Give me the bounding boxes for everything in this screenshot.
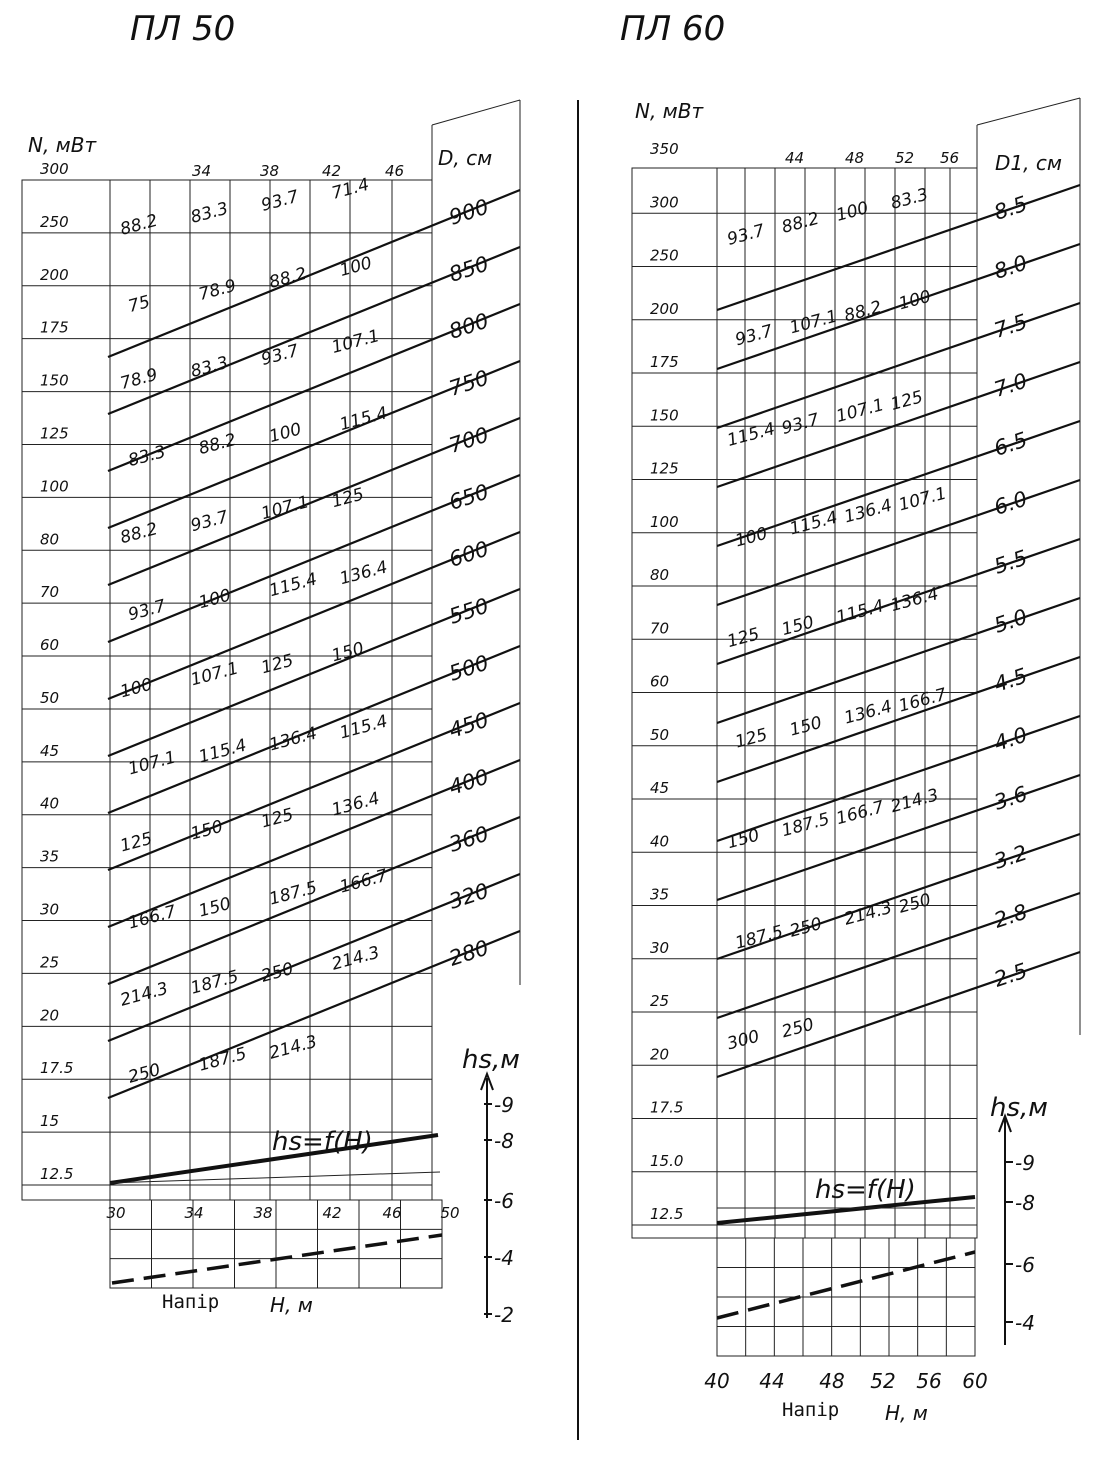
y-tick-label: 60	[40, 636, 60, 655]
y-tick-label: 25	[650, 992, 670, 1010]
efficiency-cell-value: 107.1	[834, 395, 887, 427]
diameter-label: 5.0	[991, 604, 1031, 638]
efficiency-cell-value: 71.4	[329, 174, 372, 204]
chart-title: ПЛ 60	[620, 9, 726, 49]
hs-axis-label: hs,м	[462, 1045, 520, 1075]
diameter-labels	[991, 192, 1030, 992]
efficiency-cell-value: 187.5	[196, 1043, 249, 1076]
x-top-tick-label: 34	[192, 162, 212, 180]
diameter-frame-top	[432, 100, 520, 125]
diameter-label: 6.0	[991, 486, 1031, 520]
efficiency-cell-value: 150	[725, 825, 762, 854]
diameter-label: 3.2	[991, 840, 1031, 874]
efficiency-cell-value: 250	[896, 890, 934, 918]
chart-pl60	[620, 9, 1080, 1425]
y-tick-label: 175	[650, 353, 679, 371]
y-tick-label: 70	[40, 583, 60, 602]
hs-tick-label: -9	[1015, 1151, 1035, 1175]
efficiency-cell-value: 100	[733, 523, 770, 552]
x-bottom-tick-label: 50	[440, 1204, 460, 1222]
x-top-tick-label: 56	[940, 149, 960, 167]
y-tick-label: 60	[650, 672, 670, 691]
y-tick-label: 125	[40, 424, 69, 443]
x-top-tick-labels	[785, 149, 959, 167]
y-tick-label: 25	[40, 953, 60, 972]
efficiency-cell-value: 214.3	[842, 897, 895, 930]
efficiency-cell-value: 150	[787, 712, 825, 741]
x-top-tick-label: 42	[322, 162, 342, 180]
diameter-label: 600	[446, 536, 492, 572]
diameter-label: 5.5	[991, 545, 1031, 579]
efficiency-cell-value: 78.9	[196, 275, 239, 305]
head-subgrid-lines	[717, 1238, 975, 1356]
diameter-frame-top	[977, 98, 1080, 125]
y-tick-label: 35	[650, 885, 670, 904]
y-tick-label: 200	[40, 265, 69, 284]
efficiency-cell-value: 107.1	[188, 658, 241, 691]
efficiency-cell-value: 93.7	[733, 321, 775, 351]
diameter-label: 360	[446, 821, 492, 857]
efficiency-cell-value: 100	[896, 286, 934, 315]
head-caption: Напір	[162, 1291, 220, 1313]
efficiency-cell-value: 88.2	[267, 263, 309, 293]
hs-axis-ticks	[484, 1093, 514, 1327]
diameter-label: 7.5	[991, 309, 1031, 343]
y-tick-label: 17.5	[40, 1059, 74, 1078]
efficiency-cell-value: 115.4	[337, 711, 390, 744]
efficiency-cell-value: 166.7	[337, 865, 390, 898]
diameter-label: 900	[446, 194, 492, 230]
efficiency-cell-value: 93.7	[126, 596, 168, 626]
diameter-labels	[446, 195, 492, 971]
diameter-label: 7.0	[991, 368, 1031, 402]
x-top-tick-label: 48	[845, 149, 865, 167]
diameter-axis-label: D, cм	[438, 146, 493, 170]
hs-tick-label: -9	[494, 1093, 514, 1117]
diameter-label: 400	[446, 764, 492, 800]
efficiency-cell-value: 214.3	[329, 942, 382, 975]
efficiency-cell-value: 300	[725, 1026, 762, 1055]
y-tick-label: 150	[40, 371, 69, 390]
diameter-label: 8.0	[991, 250, 1031, 284]
diameter-label: 450	[446, 707, 492, 743]
y-tick-label: 30	[40, 900, 60, 919]
x-bottom-tick-label: 40	[704, 1369, 730, 1393]
head-caption: Напір	[782, 1399, 840, 1421]
efficiency-cell-value: 150	[329, 638, 367, 667]
efficiency-cell-value: 115.4	[787, 507, 840, 540]
efficiency-cell-value: 166.7	[834, 797, 887, 830]
hs-axis-ticks	[1005, 1151, 1035, 1335]
hs-curve-label: hs=f(H)	[272, 1127, 373, 1157]
efficiency-cell-values	[118, 175, 390, 1088]
efficiency-cell-value: 214.3	[267, 1031, 320, 1064]
efficiency-cell-value: 125	[259, 804, 296, 833]
efficiency-cell-value: 83.3	[188, 352, 231, 382]
efficiency-cell-value: 107.1	[259, 492, 312, 525]
y-tick-label: 250	[40, 212, 69, 231]
y-tick-label: 350	[650, 140, 679, 158]
efficiency-cell-value: 115.4	[725, 419, 778, 451]
y-tick-label: 300	[650, 193, 679, 212]
hs-axis-label: hs,м	[990, 1093, 1048, 1123]
y-tick-labels	[650, 140, 683, 1223]
efficiency-cell-value: 83.3	[888, 184, 931, 214]
x-bottom-tick-label: 30	[106, 1204, 126, 1222]
y-tick-label: 15	[40, 1112, 60, 1131]
hs-tick-label: -4	[1015, 1311, 1035, 1335]
diameter-label: 650	[446, 479, 492, 515]
hs-tick-label: -2	[494, 1303, 514, 1327]
x-bottom-tick-label: 42	[322, 1204, 342, 1222]
chart-pl50	[22, 9, 520, 1327]
efficiency-cell-value: 93.7	[259, 340, 301, 370]
efficiency-cell-value: 125	[118, 828, 155, 857]
y-tick-label: 125	[650, 459, 679, 478]
efficiency-cell-value: 150	[188, 816, 226, 845]
efficiency-cell-value: 125	[259, 650, 296, 679]
efficiency-cell-value: 166.7	[896, 684, 949, 717]
diameter-label: 8.5	[991, 191, 1031, 225]
x-axis-label: H, м	[885, 1401, 928, 1425]
x-bottom-tick-label: 34	[184, 1204, 204, 1222]
efficiency-cell-value: 187.5	[733, 921, 786, 954]
y-tick-label: 300	[40, 160, 69, 178]
efficiency-cell-value: 136.4	[267, 723, 320, 756]
diameter-label: 550	[446, 593, 492, 629]
y-tick-label: 12.5	[40, 1165, 74, 1183]
efficiency-cell-value: 100	[834, 198, 871, 226]
efficiency-cell-value: 187.5	[779, 809, 832, 842]
y-tick-label: 200	[650, 299, 679, 318]
diameter-label: 800	[446, 308, 492, 344]
diameter-label: 750	[446, 365, 492, 401]
hs-dashed-curve	[717, 1252, 975, 1318]
efficiency-cell-value: 136.4	[842, 495, 895, 528]
y-tick-label: 175	[40, 318, 69, 337]
x-bottom-tick-label: 52	[870, 1369, 896, 1393]
y-tick-label: 40	[40, 794, 60, 813]
x-top-tick-label: 52	[895, 149, 915, 167]
efficiency-cell-value: 250	[779, 1014, 817, 1043]
efficiency-cell-value: 125	[329, 484, 367, 513]
y-tick-label: 35	[40, 847, 60, 866]
efficiency-cell-value: 93.7	[259, 186, 301, 216]
efficiency-cell-value: 88.2	[842, 297, 884, 327]
y-tick-label: 17.5	[650, 1098, 684, 1117]
hs-tick-label: -4	[494, 1246, 514, 1270]
diameter-label: 3.6	[991, 781, 1031, 815]
efficiency-cell-value: 88.2	[118, 210, 160, 240]
y-tick-label: 80	[40, 530, 60, 549]
y-axis-label: N, мВт	[635, 99, 704, 123]
efficiency-cell-value: 88.2	[118, 519, 160, 549]
efficiency-cell-value: 125	[725, 624, 762, 653]
efficiency-cell-value: 100	[118, 674, 155, 703]
hs-tick-label: -8	[1015, 1191, 1035, 1215]
efficiency-cell-value: 83.3	[126, 441, 168, 472]
y-tick-label: 100	[40, 477, 69, 496]
diameter-axis-label: D1, cм	[995, 151, 1062, 175]
diameter-label: 6.5	[991, 427, 1031, 461]
efficiency-cell-value: 214.3	[118, 978, 171, 1011]
diameter-label: 850	[446, 251, 492, 287]
y-tick-labels	[40, 160, 73, 1183]
efficiency-cell-value: 115.4	[337, 403, 390, 436]
y-tick-label: 150	[650, 406, 679, 425]
efficiency-cell-value: 107.1	[126, 747, 179, 780]
chart-title: ПЛ 50	[130, 9, 236, 49]
x-bottom-tick-label: 38	[253, 1204, 273, 1222]
x-top-tick-label: 38	[260, 162, 280, 180]
diameter-label: 2.5	[991, 958, 1031, 992]
efficiency-cell-value: 214.3	[888, 785, 941, 818]
efficiency-cell-value: 115.4	[267, 569, 320, 602]
efficiency-cell-value: 115.4	[834, 596, 887, 629]
diameter-label: 500	[446, 650, 492, 686]
efficiency-cell-value: 166.7	[126, 901, 179, 934]
y-tick-label: 50	[650, 725, 670, 744]
efficiency-cell-value: 100	[196, 585, 234, 614]
efficiency-cell-value: 187.5	[267, 877, 320, 910]
x-bottom-tick-labels	[106, 1204, 459, 1222]
x-top-tick-labels	[192, 162, 404, 180]
x-axis-label: H, м	[270, 1293, 313, 1317]
efficiency-cell-value: 136.4	[842, 696, 895, 729]
efficiency-cell-value: 136.4	[329, 788, 382, 821]
x-top-tick-label: 44	[785, 149, 805, 167]
diameter-label: 320	[446, 878, 492, 914]
efficiency-cell-value: 250	[126, 1060, 163, 1088]
y-tick-label: 50	[40, 688, 60, 707]
efficiency-cell-value: 93.7	[779, 409, 822, 439]
hs-tick-label: -6	[494, 1189, 514, 1213]
y-tick-label: 15.0	[650, 1151, 684, 1170]
y-tick-label: 45	[650, 779, 670, 797]
efficiency-cell-value: 150	[196, 893, 234, 922]
diameter-label: 700	[446, 422, 492, 458]
x-bottom-tick-labels	[704, 1369, 987, 1393]
y-tick-label: 250	[650, 246, 679, 265]
y-tick-label: 30	[650, 938, 670, 957]
y-axis-label: N, мВт	[28, 133, 97, 157]
y-tick-label: 100	[650, 512, 679, 531]
efficiency-cell-value: 93.7	[188, 507, 231, 537]
efficiency-cell-value: 100	[337, 253, 375, 281]
efficiency-cell-value: 187.5	[188, 966, 241, 999]
x-bottom-tick-label: 46	[382, 1204, 402, 1222]
diameter-label: 2.8	[991, 899, 1031, 933]
x-bottom-tick-label: 44	[759, 1369, 785, 1393]
efficiency-cell-value: 78.9	[118, 364, 160, 394]
y-tick-label: 40	[650, 832, 670, 851]
y-tick-label: 45	[40, 741, 60, 760]
y-tick-label: 20	[650, 1045, 670, 1064]
efficiency-cell-values	[725, 185, 949, 1055]
hs-tick-label: -6	[1015, 1253, 1035, 1277]
x-top-tick-label: 46	[385, 162, 405, 180]
efficiency-cell-value: 100	[267, 419, 304, 448]
efficiency-cell-value: 107.1	[787, 306, 840, 339]
efficiency-cell-value: 107.1	[896, 483, 949, 516]
diameter-label: 4.5	[991, 663, 1031, 697]
efficiency-cell-value: 125	[733, 724, 770, 753]
efficiency-cell-value: 136.4	[337, 557, 390, 590]
hs-curve-label: hs=f(H)	[815, 1175, 916, 1205]
x-bottom-tick-label: 56	[916, 1369, 942, 1393]
y-tick-label: 70	[650, 619, 670, 638]
efficiency-cell-value: 107.1	[329, 326, 382, 358]
efficiency-cell-value: 88.2	[779, 208, 822, 238]
efficiency-cell-value: 115.4	[196, 735, 249, 768]
efficiency-cell-value: 83.3	[188, 198, 231, 228]
y-tick-label: 12.5	[650, 1205, 684, 1223]
efficiency-cell-value: 136.4	[888, 584, 941, 617]
efficiency-cell-value: 93.7	[725, 220, 767, 250]
x-bottom-tick-label: 48	[819, 1369, 845, 1393]
efficiency-cell-value: 250	[787, 914, 825, 942]
y-tick-label: 20	[40, 1006, 60, 1025]
efficiency-cell-value: 88.2	[196, 429, 239, 460]
diameter-label: 4.0	[991, 722, 1031, 756]
x-bottom-tick-label: 60	[962, 1369, 988, 1393]
hs-tick-label: -8	[494, 1129, 514, 1153]
efficiency-cell-value: 75	[126, 291, 153, 317]
y-tick-label: 80	[650, 566, 670, 584]
efficiency-cell-value: 250	[259, 958, 296, 987]
diameter-label: 280	[446, 935, 492, 971]
efficiency-cell-value: 125	[888, 387, 926, 415]
efficiency-cell-value: 150	[779, 612, 817, 641]
